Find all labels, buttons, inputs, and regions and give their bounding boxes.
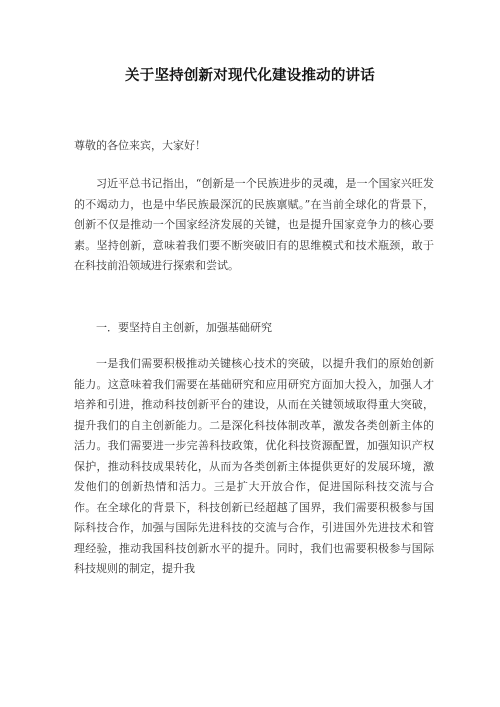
paragraph-2-block: [74, 354, 434, 580]
document-title: 关于坚持创新对现代化建设推动的讲话: [125, 68, 375, 84]
paragraph-1: 习近平总书记指出，“创新是一个民族进步的灵魂，是一个国家兴旺发的不竭动力，也是中华民族最深沉的民族禀赋。”在当前全球化的背景下，创新不仅是推动一个国家经济发展的关键，也是提升国家竞争力的核心要素。坚持创新，意味着我们要不断突破旧有的思维模式和技术瓶颈，敢于在科技前沿领域进行探索和尝试。: [74, 177, 434, 272]
greeting-text: 尊敬的各位来宾，大家好！: [74, 139, 206, 152]
paragraph-2: 一是我们需要积极推动关键核心技术的突破，以提升我们的原始创新能力。这意味着我们需要在基础研究和应用研究方面加大投入，加强人才培养和引进，推动科技创新平台的建设，从而在关键领域取得重大突破，提升我们的自主创新能力。二是深化科技体制改革，激发各类创新主体的活力。我们需要进一步完善科技政策，优化科技资源配置，加强知识产权保护，推动科技成果转化，从而为各类创新主体提供更好的发展环境，激发他们的创新热情和活力。三是扩大开放合作，促进国际科技交流与合作。在全球化的背景下，科技创新已经超越了国界，我们需要积极参与国际科技合作，加强与国际先进科技的交流与合作，引进国外先进技术和管理经验，推动我国科技创新水平的提升。同时，我们也需要积极参与国际科技规则的制定，提升我: [74, 357, 434, 575]
section-heading-block: [74, 318, 434, 339]
section-heading-1: 一．要坚持自主创新，加强基础研究: [96, 321, 272, 334]
greeting-block: [74, 136, 434, 157]
paragraph-1-block: [74, 174, 434, 277]
